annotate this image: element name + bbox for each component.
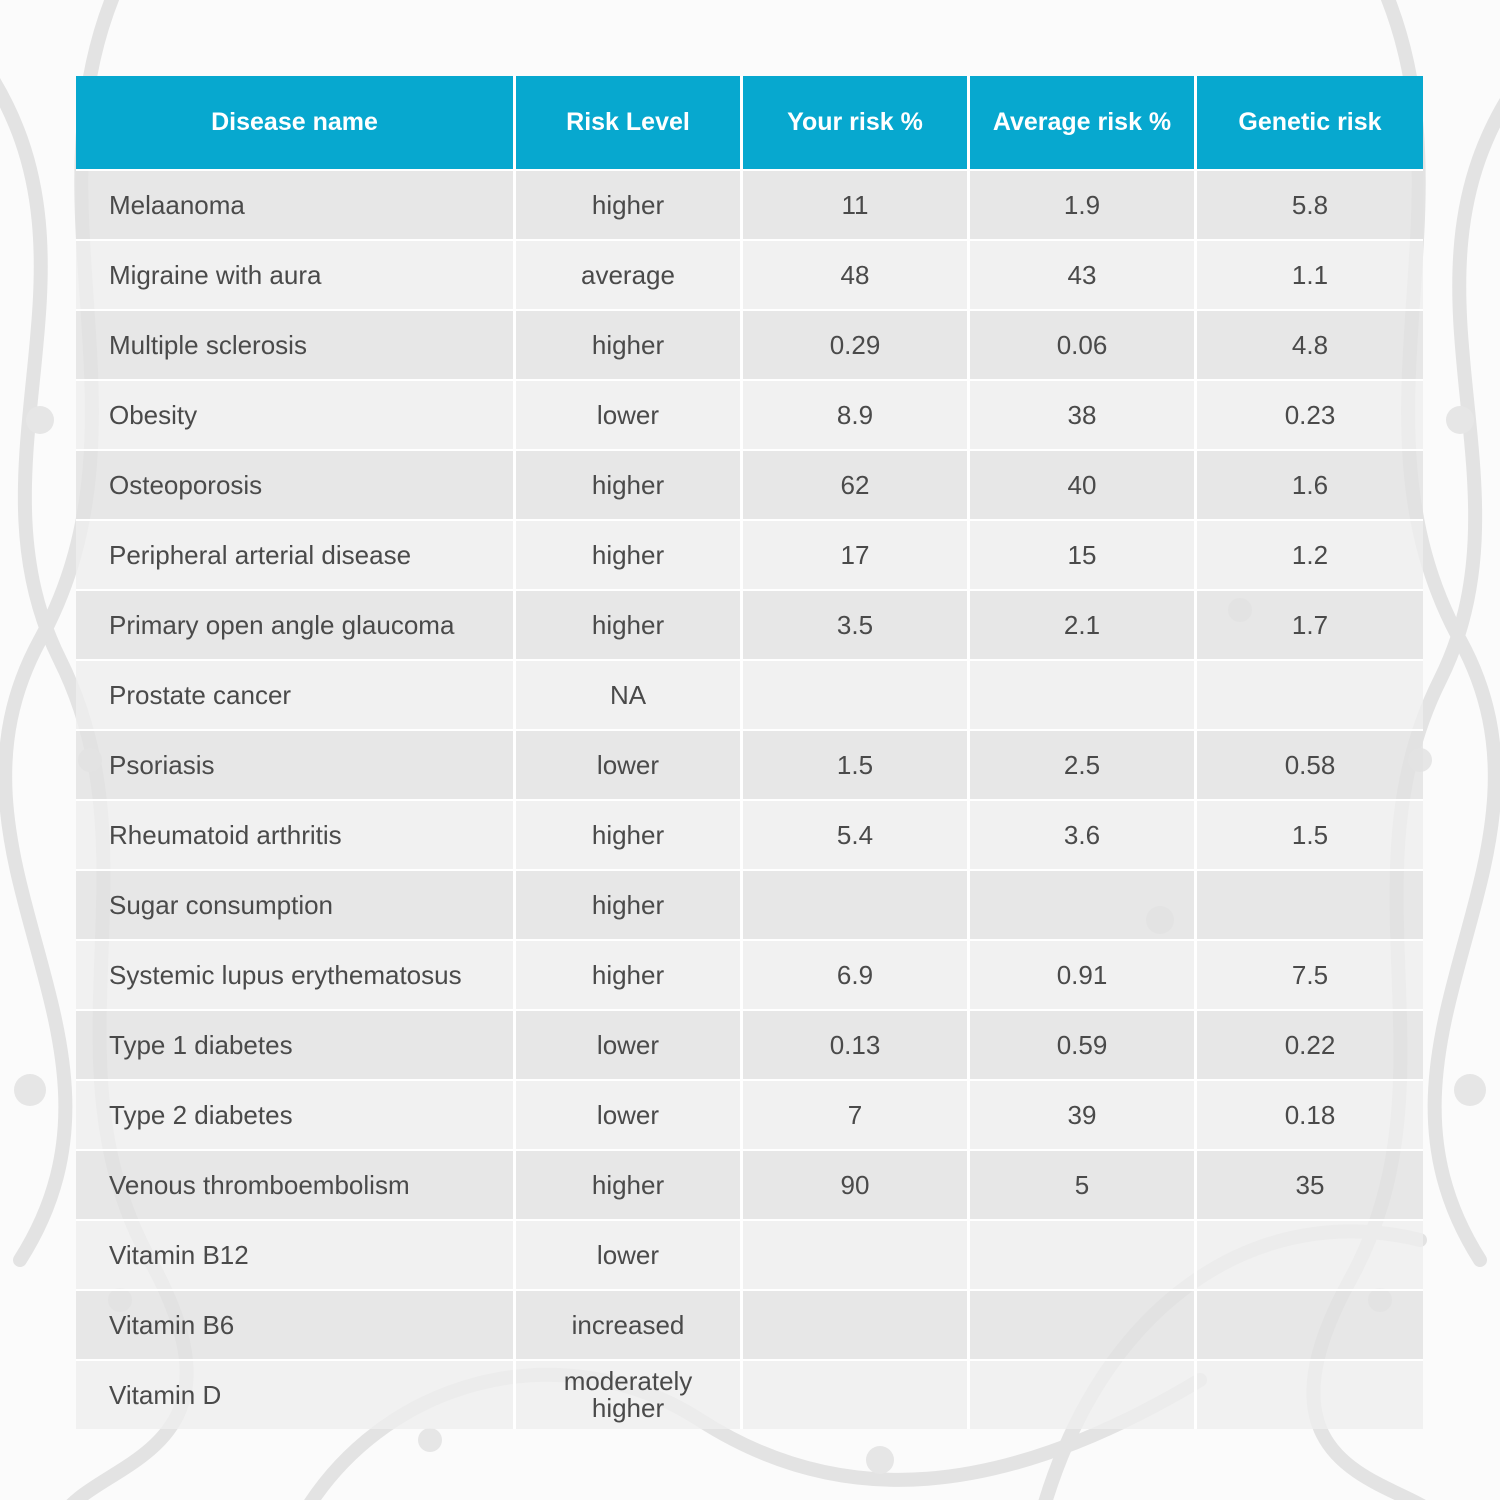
genetic-risk-cell: 1.5 [1197,799,1423,869]
risk-level-cell: increased [516,1289,743,1359]
risk-level-cell: lower [516,1009,743,1079]
average-risk-cell: 2.1 [970,589,1197,659]
risk-level-cell: average [516,239,743,309]
average-risk-cell: 0.59 [970,1009,1197,1079]
risk-level-cell: higher [516,939,743,1009]
your-risk-cell: 7 [743,1079,970,1149]
disease-name-cell: Peripheral arterial disease [76,519,516,589]
table-row [76,939,1423,1009]
table-row [76,1149,1423,1219]
your-risk-cell: 0.29 [743,309,970,379]
table-row [76,169,1423,239]
genetic-risk-cell: 1.6 [1197,449,1423,519]
average-risk-cell [970,659,1197,729]
table-row [76,799,1423,869]
table-row [76,659,1423,729]
risk-level-cell: NA [516,659,743,729]
your-risk-cell: 48 [743,239,970,309]
risk-level-cell: higher [516,1149,743,1219]
your-risk-cell [743,869,970,939]
table-row [76,1289,1423,1359]
your-risk-cell: 0.13 [743,1009,970,1079]
disease-risk-table [76,76,1423,1429]
risk-level-cell: moderately higher [516,1359,743,1429]
average-risk-cell [970,1219,1197,1289]
average-risk-cell: 15 [970,519,1197,589]
table-row [76,519,1423,589]
table-row [76,869,1423,939]
table-row [76,1359,1423,1429]
genetic-risk-cell: 1.7 [1197,589,1423,659]
your-risk-cell: 8.9 [743,379,970,449]
average-risk-cell [970,1289,1197,1359]
disease-name-cell: Migraine with aura [76,239,516,309]
disease-name-cell: Psoriasis [76,729,516,799]
disease-name-cell: Rheumatoid arthritis [76,799,516,869]
your-risk-cell [743,1219,970,1289]
disease-name-cell: Multiple sclerosis [76,309,516,379]
genetic-risk-cell [1197,659,1423,729]
disease-name-cell: Prostate cancer [76,659,516,729]
genetic-risk-cell: 1.1 [1197,239,1423,309]
average-risk-cell: 0.06 [970,309,1197,379]
table-body [76,169,1423,1429]
genetic-risk-cell [1197,869,1423,939]
average-risk-cell: 5 [970,1149,1197,1219]
table-row [76,379,1423,449]
your-risk-cell: 90 [743,1149,970,1219]
table-row [76,1219,1423,1289]
disease-name-cell: Primary open angle glaucoma [76,589,516,659]
disease-name-cell: Obesity [76,379,516,449]
risk-level-cell: higher [516,449,743,519]
average-risk-cell: 43 [970,239,1197,309]
disease-name-cell: Type 2 diabetes [76,1079,516,1149]
genetic-risk-cell: 4.8 [1197,309,1423,379]
genetic-risk-cell: 0.23 [1197,379,1423,449]
average-risk-cell: 2.5 [970,729,1197,799]
genetic-risk-cell [1197,1219,1423,1289]
column-header-genetic-risk: Genetic risk [1197,76,1423,169]
genetic-risk-cell: 35 [1197,1149,1423,1219]
disease-name-cell: Vitamin B12 [76,1219,516,1289]
average-risk-cell: 3.6 [970,799,1197,869]
genetic-risk-cell: 5.8 [1197,169,1423,239]
risk-level-cell: higher [516,869,743,939]
risk-level-cell: higher [516,309,743,379]
risk-level-cell: higher [516,799,743,869]
column-header-disease-name: Disease name [76,76,516,169]
risk-level-cell: lower [516,1079,743,1149]
your-risk-cell: 17 [743,519,970,589]
your-risk-cell: 62 [743,449,970,519]
table-header-row [76,76,1423,169]
disease-name-cell: Venous thromboembolism [76,1149,516,1219]
genetic-risk-cell [1197,1289,1423,1359]
table-row [76,1009,1423,1079]
average-risk-cell [970,1359,1197,1429]
average-risk-cell: 40 [970,449,1197,519]
column-header-risk-level: Risk Level [516,76,743,169]
average-risk-cell: 39 [970,1079,1197,1149]
risk-level-cell: lower [516,729,743,799]
table-row [76,729,1423,799]
your-risk-cell: 5.4 [743,799,970,869]
average-risk-cell: 0.91 [970,939,1197,1009]
table-row [76,1079,1423,1149]
table-row [76,449,1423,519]
disease-name-cell: Systemic lupus erythematosus [76,939,516,1009]
average-risk-cell: 38 [970,379,1197,449]
risk-level-cell: higher [516,519,743,589]
disease-name-cell: Vitamin D [76,1359,516,1429]
risk-level-cell: higher [516,169,743,239]
average-risk-cell: 1.9 [970,169,1197,239]
disease-name-cell: Vitamin B6 [76,1289,516,1359]
disease-name-cell: Osteoporosis [76,449,516,519]
risk-level-cell: lower [516,379,743,449]
table-row [76,589,1423,659]
genetic-risk-cell: 7.5 [1197,939,1423,1009]
column-header-your-risk: Your risk % [743,76,970,169]
column-header-average-risk: Average risk % [970,76,1197,169]
disease-name-cell: Melaanoma [76,169,516,239]
genetic-risk-cell: 0.22 [1197,1009,1423,1079]
disease-name-cell: Sugar consumption [76,869,516,939]
genetic-risk-cell [1197,1359,1423,1429]
your-risk-cell [743,1289,970,1359]
table-row [76,239,1423,309]
genetic-risk-cell: 0.18 [1197,1079,1423,1149]
your-risk-cell: 1.5 [743,729,970,799]
your-risk-cell: 6.9 [743,939,970,1009]
risk-level-cell: higher [516,589,743,659]
average-risk-cell [970,869,1197,939]
risk-level-cell: lower [516,1219,743,1289]
genetic-risk-cell: 0.58 [1197,729,1423,799]
your-risk-cell: 11 [743,169,970,239]
genetic-risk-cell: 1.2 [1197,519,1423,589]
disease-name-cell: Type 1 diabetes [76,1009,516,1079]
table-row [76,309,1423,379]
your-risk-cell: 3.5 [743,589,970,659]
your-risk-cell [743,1359,970,1429]
your-risk-cell [743,659,970,729]
